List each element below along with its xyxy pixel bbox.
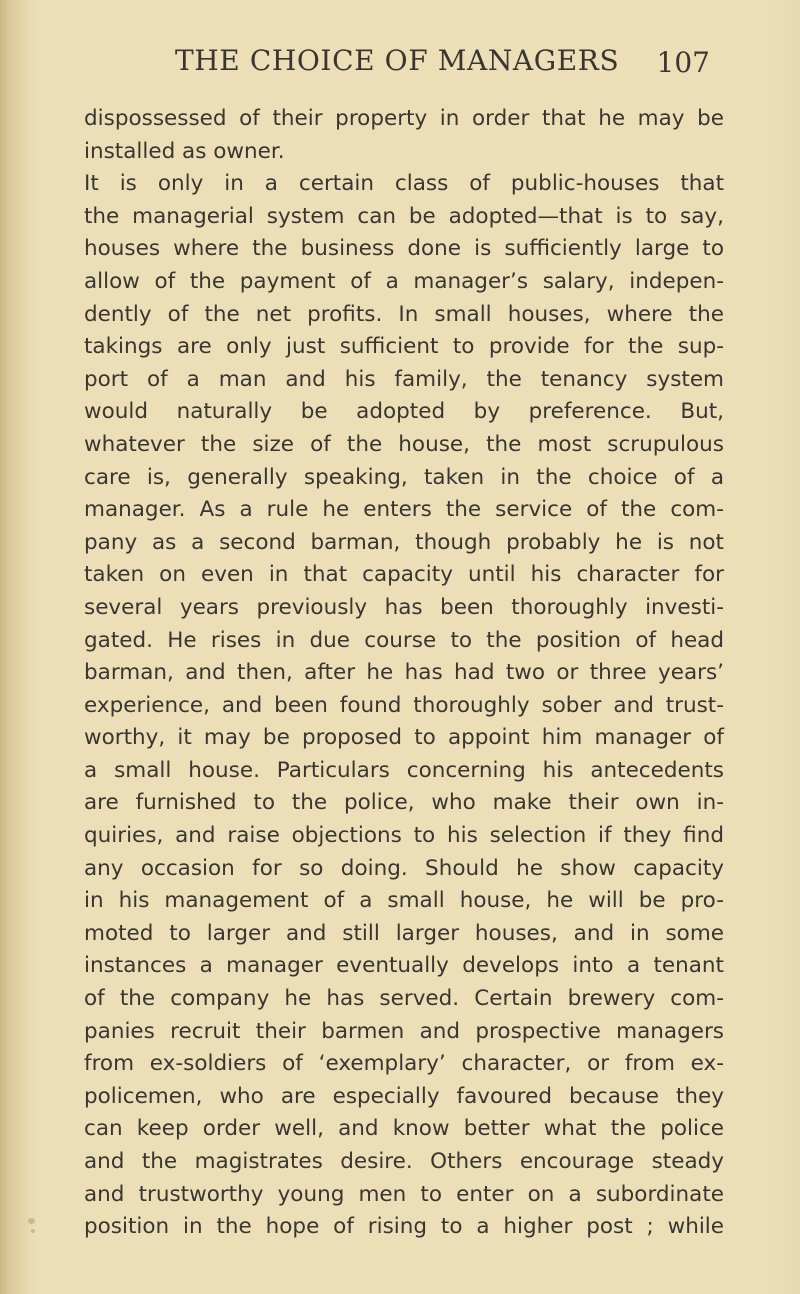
text-line: worthy, it may be proposed to appoint him manager of [84, 725, 724, 751]
text-line: instances a manager eventually develops into a tenant [84, 953, 724, 979]
text-line: taken on even in that capacity until his character for [84, 562, 724, 588]
text-line: would naturally be adopted by preference. But, [84, 399, 724, 425]
foxing-spot [31, 1229, 35, 1233]
text-line: dispossessed of their property in order that he may be [84, 106, 724, 131]
running-head: THE CHOICE OF MANAGERS [175, 44, 620, 77]
foxing-spot [28, 1218, 35, 1224]
text-line: dently of the net profits. In small houses, where the [84, 301, 724, 327]
text-line: a small house. Particulars concerning his antecedents [84, 757, 724, 783]
text-line: care is, generally speaking, taken in the choice of a [84, 464, 724, 490]
text-line: policemen, who are especially favoured because they [84, 1083, 724, 1109]
text-line: manager. As a rule he enters the service of the com- [84, 497, 724, 523]
text-line: panies recruit their barmen and prospective managers [84, 1018, 724, 1044]
text-line: whatever the size of the house, the most scrupulous [84, 431, 724, 457]
page-number: 107 [656, 46, 710, 79]
text-line: in his management of a small house, he will be pro- [84, 888, 724, 914]
text-line: barman, and then, after he has had two or three years’ [84, 660, 724, 686]
text-line: It is only in a certain class of public-houses that [84, 171, 724, 197]
text-line: from ex-soldiers of ‘exemplary’ character, or from ex- [84, 1051, 724, 1077]
text-line: and the magistrates desire. Others encourage steady [84, 1149, 724, 1174]
text-line: experience, and been found thoroughly sober and trust- [84, 692, 724, 718]
text-line: gated. He rises in due course to the position of head [84, 627, 724, 653]
text-line: allow of the payment of a manager’s salary, indepen- [84, 268, 724, 294]
text-line: any occasion for so doing. Should he show capacity [84, 855, 724, 881]
text-line: the managerial system can be adopted—that is to say, [84, 203, 724, 229]
body-text [84, 103, 724, 1244]
text-line: quiries, and raise objections to his selection if they find [84, 823, 724, 849]
text-line: and trustworthy young men to enter on a subordinate [84, 1181, 724, 1207]
text-line: are furnished to the police, who make their own in- [84, 790, 724, 816]
text-line: can keep order well, and know better what the police [84, 1116, 724, 1142]
text-line: installed as owner. [84, 138, 285, 164]
text-line: pany as a second barman, though probably he is not [84, 529, 724, 555]
text-line: houses where the business done is sufficiently large to [84, 236, 724, 262]
text-line: several years previously has been thoroughly investi- [84, 594, 724, 620]
page-header [175, 44, 710, 88]
text-line: of the company he has served. Certain brewery com- [84, 986, 724, 1012]
page-gutter [0, 0, 30, 1294]
text-line: position in the hope of rising to a higher post ; while [84, 1214, 724, 1240]
text-line: takings are only just sufficient to provide for the sup- [84, 334, 724, 360]
text-line: moted to larger and still larger houses, and in some [84, 920, 724, 946]
text-line: port of a man and his family, the tenancy system [84, 366, 724, 392]
